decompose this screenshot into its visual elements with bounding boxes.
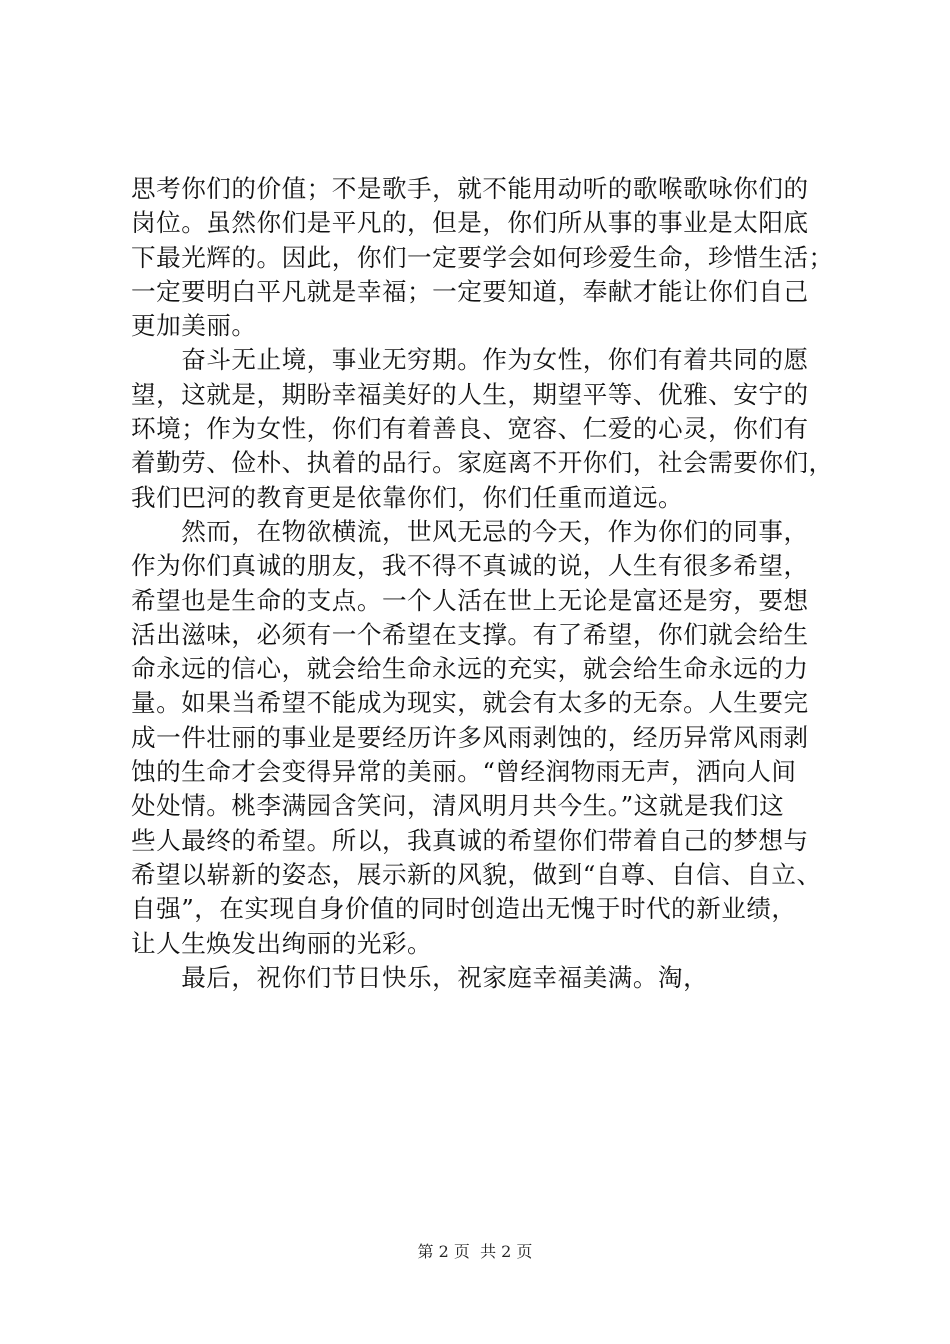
text-line: 更加美丽。 <box>131 311 257 341</box>
text-line: 岗位。虽然你们是平凡的，但是，你们所从事的事业是太阳底 <box>131 208 809 238</box>
text-line: 处处情。桃李满园含笑问，清风明月共今生。”这就是我们这 <box>131 791 785 821</box>
text-line: 成一件壮丽的事业是要经历许多风雨剥蚀的，经历异常风雨剥 <box>131 722 809 752</box>
text-line: 些人最终的希望。所以，我真诚的希望你们带着自己的梦想与 <box>131 825 809 855</box>
text-line: 自强”，在实现自身价值的同时创造出无愧于时代的新业绩， <box>131 894 797 924</box>
text-line: 活出滋味，必须有一个希望在支撑。有了希望，你们就会给生 <box>131 619 809 649</box>
text-line: 一定要明白平凡就是幸福；一定要知道，奉献才能让你们自己 <box>131 276 809 306</box>
text-line: 然而，在物欲横流，世风无忌的今天，作为你们的同事， <box>131 516 809 546</box>
text-line: 量。如果当希望不能成为现实，就会有太多的无奈。人生要完 <box>131 688 809 718</box>
text-line: 希望也是生命的支点。一个人活在世上无论是富还是穷，要想 <box>131 585 809 615</box>
text-line: 作为你们真诚的朋友，我不得不真诚的说，人生有很多希望， <box>131 551 809 581</box>
text-line: 奋斗无止境，事业无穷期。作为女性，你们有着共同的愿 <box>131 345 809 375</box>
text-line: 望，这就是，期盼幸福美好的人生，期望平等、优雅、安宁的 <box>131 379 809 409</box>
body-text <box>131 172 833 995</box>
text-line: 下最光辉的。因此，你们一定要学会如何珍爱生命，珍惜生活； <box>131 242 834 272</box>
page-number-footer: 第 2 页 共 2 页 <box>417 1242 533 1261</box>
text-line: 蚀的生命才会变得异常的美丽。“曾经润物雨无声，洒向人间 <box>131 757 797 787</box>
text-line: 让人生焕发出绚丽的光彩。 <box>131 928 433 958</box>
text-line: 思考你们的价值；不是歌手，就不能用动听的歌喉歌咏你们的 <box>131 174 809 203</box>
text-line: 环境；作为女性，你们有着善良、宽容、仁爱的心灵，你们有 <box>131 414 809 444</box>
text-line: 我们巴河的教育更是依靠你们，你们任重而道远。 <box>131 482 684 512</box>
text-line: 最后，祝你们节日快乐，祝家庭幸福美满。淘， <box>131 962 709 992</box>
text-line: 希望以崭新的姿态，展示新的风貌，做到“自尊、自信、自立、 <box>131 859 822 889</box>
text-line: 着勤劳、俭朴、执着的品行。家庭离不开你们，社会需要你们， <box>131 448 834 478</box>
text-line: 命永远的信心，就会给生命永远的充实，就会给生命永远的力 <box>131 654 809 684</box>
